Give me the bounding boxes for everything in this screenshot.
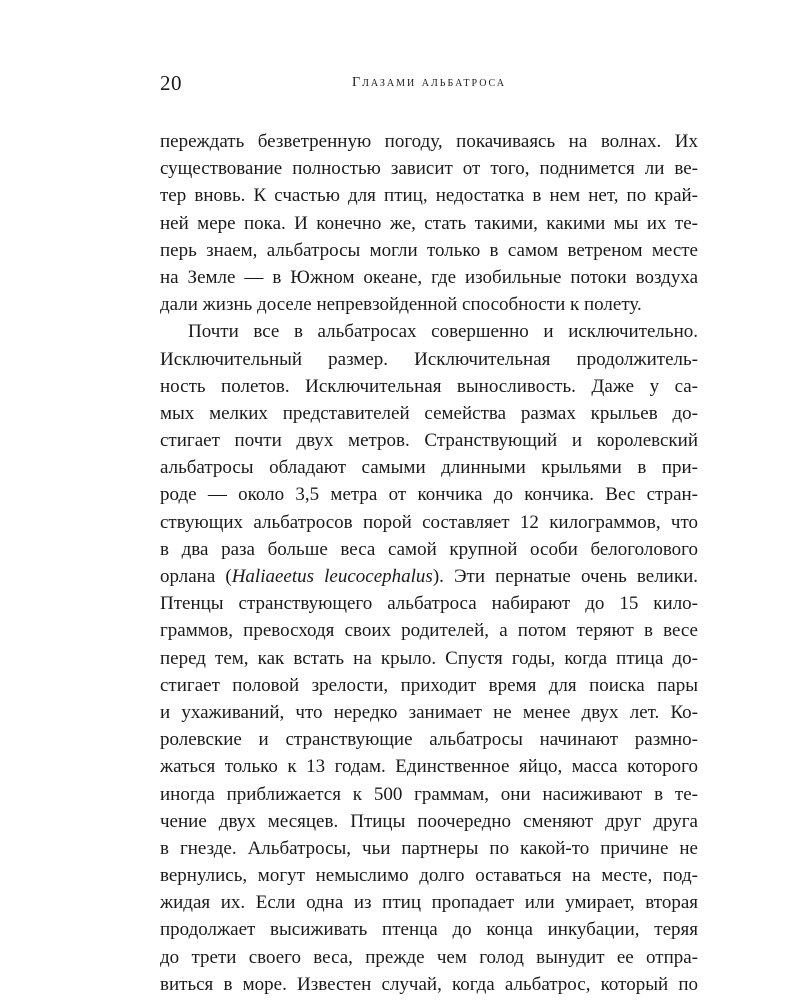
running-head (160, 70, 698, 96)
running-title: Глазами альбатроса (352, 75, 506, 90)
text-line (160, 210, 698, 237)
text-line (160, 373, 698, 400)
text-segment: иногда приближается к 500 граммам, они насиживают в те- (160, 783, 698, 805)
text-segment: ность полетов. Исключительная выносливость. Даже у са- (160, 375, 698, 397)
text-line (160, 318, 698, 345)
text-line (160, 645, 698, 672)
text-line (160, 672, 698, 699)
text-line (160, 481, 698, 508)
text-line (160, 563, 698, 590)
text-segment: орлана ( (160, 566, 232, 587)
text-segment: ролевские и странствующие альбатросы начинают размно- (160, 729, 698, 751)
text-line (160, 590, 698, 617)
text-line (160, 835, 698, 862)
text-segment: ней мере пока. И конечно же, стать такими, какими мы их те- (160, 212, 698, 234)
text-segment: стигает половой зрелости, приходит время для поиска пары (160, 674, 698, 696)
text-segment: тер вновь. К счастью для птиц, недостатка в нем нет, по край- (160, 185, 698, 207)
text-line (160, 155, 698, 182)
text-segment: жидая их. Если одна из птиц пропадает или умирает, вторая (160, 892, 698, 914)
text-line (160, 617, 698, 644)
text-line (160, 536, 698, 563)
text-line (160, 264, 698, 291)
text-segment: вернулись, могут немыслимо долго оставаться на месте, под- (160, 865, 698, 887)
text-line (160, 726, 698, 753)
text-segment: переждать безветренную погоду, покачиваясь на волнах. Их (160, 131, 698, 152)
text-segment: роде — около 3,5 метра от кончика до кончика. Вес стран- (160, 484, 698, 506)
text-line (160, 454, 698, 481)
text-segment: мых мелких представителей семейства размах крыльев до- (160, 402, 698, 424)
text-line (160, 237, 698, 264)
text-line (160, 862, 698, 889)
text-line (160, 808, 698, 835)
paragraph (160, 128, 698, 318)
text-segment: перед тем, как встать на крыло. Спустя годы, когда птица до- (160, 647, 698, 669)
text-segment: ствующих альбатросов порой составляет 12 килограммов, что (160, 511, 698, 533)
text-line (160, 509, 698, 536)
page-number: 20 (160, 71, 182, 95)
text-line (160, 427, 698, 454)
paragraph (160, 318, 698, 998)
text-segment: до трети своего веса, прежде чем голод вынудит ее отпра- (160, 946, 698, 968)
text-segment: существование полностью зависит от того, поднимется ли ве- (160, 158, 698, 180)
species-name: Haliaeetus leucocephalus (231, 566, 433, 587)
text-segment: ). Эти пернатые очень велики. (432, 566, 698, 587)
text-segment: продолжает высиживать птенца до конца инкубации, теряя (160, 919, 698, 941)
text-line (160, 781, 698, 808)
text-segment: перь знаем, альбатросы могли только в самом ветреном месте (160, 239, 698, 261)
text-segment: граммов, превосходя своих родителей, а потом теряют в весе (160, 620, 698, 642)
text-line (160, 889, 698, 916)
text-line (160, 916, 698, 943)
text-segment: в гнезде. Альбатросы, чьи партнеры по какой-то причине не (160, 837, 698, 859)
text-segment: стигает почти двух метров. Странствующий и королевский (160, 430, 698, 452)
text-line (160, 971, 698, 998)
body-text (160, 128, 698, 998)
text-line (160, 128, 698, 155)
text-segment: на Земле — в Южном океане, где изобильные потоки воздуха (160, 266, 698, 288)
text-line (160, 699, 698, 726)
text-segment: альбатросы обладают самыми длинными крыльями в при- (160, 457, 698, 479)
text-segment: в два раза больше веса самой крупной особи белоголового (160, 538, 698, 560)
text-segment: чение двух месяцев. Птицы поочередно сменяют друг друга (160, 810, 698, 832)
text-segment: Птенцы странствующего альбатроса набирают до 15 кило- (160, 593, 698, 615)
text-line (160, 291, 698, 318)
text-line (160, 753, 698, 780)
text-line (160, 346, 698, 373)
text-line (160, 944, 698, 971)
text-segment: виться в море. Известен случай, когда альбатрос, который по (160, 973, 698, 995)
text-segment: и ухаживаний, что нередко занимает не менее двух лет. Ко- (160, 701, 698, 723)
text-segment: Почти все в альбатросах совершенно и исключительно. (188, 321, 698, 343)
text-line (160, 182, 698, 209)
text-line (160, 400, 698, 427)
text-segment: Исключительный размер. Исключительная продолжитель- (160, 348, 698, 370)
text-segment: дали жизнь доселе непревзойденной способности к полету. (160, 294, 642, 316)
text-segment: жаться только к 13 годам. Единственное яйцо, масса которого (160, 756, 698, 778)
